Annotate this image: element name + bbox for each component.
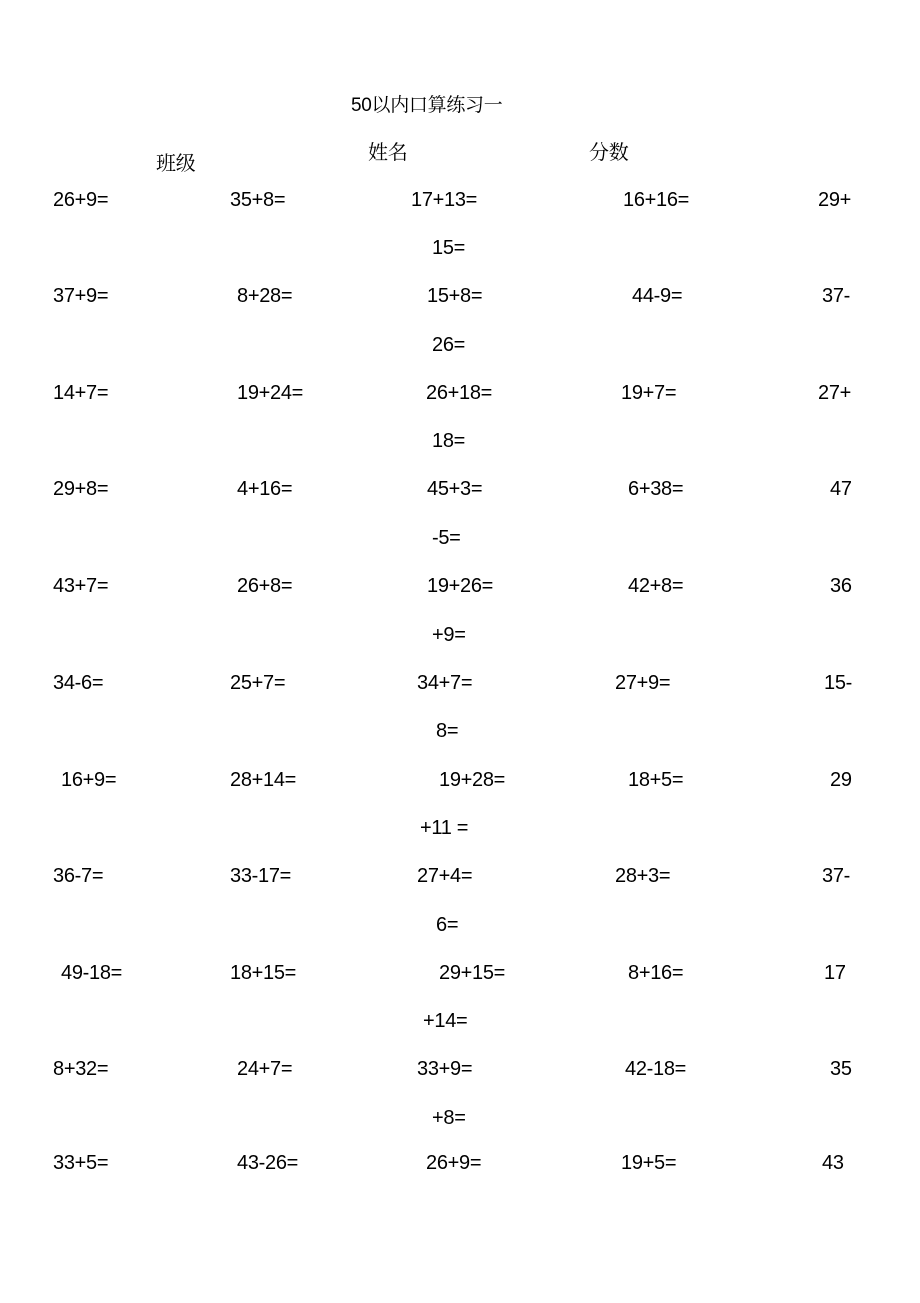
problem-continuation: +14= <box>423 1010 468 1032</box>
problem-continuation: 15= <box>432 237 466 259</box>
problem-item: 49-18= <box>61 962 123 984</box>
worksheet-title: 50以内口算练习一 <box>351 95 503 116</box>
problem-continuation: 8= <box>436 720 459 742</box>
score-label: 分数 <box>589 142 629 164</box>
problem-item: 43 <box>822 1152 844 1174</box>
problem-item: 26+9= <box>53 189 109 211</box>
problem-item: 18+5= <box>628 769 684 791</box>
problem-item: 36-7= <box>53 865 104 887</box>
problem-item: 29 <box>830 769 852 791</box>
problem-item: 37- <box>822 285 851 307</box>
problem-item: 37- <box>822 865 851 887</box>
problem-item: 19+5= <box>621 1152 677 1174</box>
problem-item: 26+9= <box>426 1152 482 1174</box>
problem-item: 19+7= <box>621 382 677 404</box>
problem-item: 26+8= <box>237 575 293 597</box>
problem-item: 28+14= <box>230 769 297 791</box>
problem-item: 19+24= <box>237 382 304 404</box>
problem-item: 33+5= <box>53 1152 109 1174</box>
problem-item: 37+9= <box>53 285 109 307</box>
problem-item: 26+18= <box>426 382 493 404</box>
problem-item: 27+9= <box>615 672 671 694</box>
problem-continuation: +9= <box>432 624 466 646</box>
problem-item: 15+8= <box>427 285 483 307</box>
problem-item: 8+28= <box>237 285 293 307</box>
problem-item: 33+9= <box>417 1058 473 1080</box>
problem-item: 29+8= <box>53 478 109 500</box>
problem-item: 34-6= <box>53 672 104 694</box>
problem-item: 17 <box>824 962 846 984</box>
problem-item: 8+32= <box>53 1058 109 1080</box>
problem-item: 17+13= <box>411 189 478 211</box>
problem-item: 15- <box>824 672 853 694</box>
problem-item: 34+7= <box>417 672 473 694</box>
class-label: 班级 <box>156 153 196 175</box>
problem-item: 35 <box>830 1058 852 1080</box>
problem-continuation: 18= <box>432 430 466 452</box>
problem-item: 28+3= <box>615 865 671 887</box>
problem-item: 18+15= <box>230 962 297 984</box>
problem-item: 45+3= <box>427 478 483 500</box>
problem-item: 14+7= <box>53 382 109 404</box>
problem-item: 29+ <box>818 189 852 211</box>
problem-item: 8+16= <box>628 962 684 984</box>
problem-continuation: -5= <box>432 527 461 549</box>
problem-item: 24+7= <box>237 1058 293 1080</box>
problem-continuation: +8= <box>432 1107 466 1129</box>
problem-item: 44-9= <box>632 285 683 307</box>
problem-item: 35+8= <box>230 189 286 211</box>
problem-item: 47 <box>830 478 852 500</box>
problem-item: 19+26= <box>427 575 494 597</box>
problem-item: 25+7= <box>230 672 286 694</box>
problem-item: 43+7= <box>53 575 109 597</box>
problem-item: 33-17= <box>230 865 292 887</box>
problem-continuation: 6= <box>436 914 459 936</box>
problem-item: 16+16= <box>623 189 690 211</box>
problem-item: 43-26= <box>237 1152 299 1174</box>
problem-item: 27+4= <box>417 865 473 887</box>
problem-continuation: 26= <box>432 334 466 356</box>
problem-item: 36 <box>830 575 852 597</box>
problem-item: 42-18= <box>625 1058 687 1080</box>
problem-item: 27+ <box>818 382 852 404</box>
problem-item: 4+16= <box>237 478 293 500</box>
name-label: 姓名 <box>368 142 408 164</box>
problem-continuation: +11 = <box>420 817 469 839</box>
problem-item: 19+28= <box>439 769 506 791</box>
problem-item: 16+9= <box>61 769 117 791</box>
problem-item: 6+38= <box>628 478 684 500</box>
problem-item: 29+15= <box>439 962 506 984</box>
problem-item: 42+8= <box>628 575 684 597</box>
